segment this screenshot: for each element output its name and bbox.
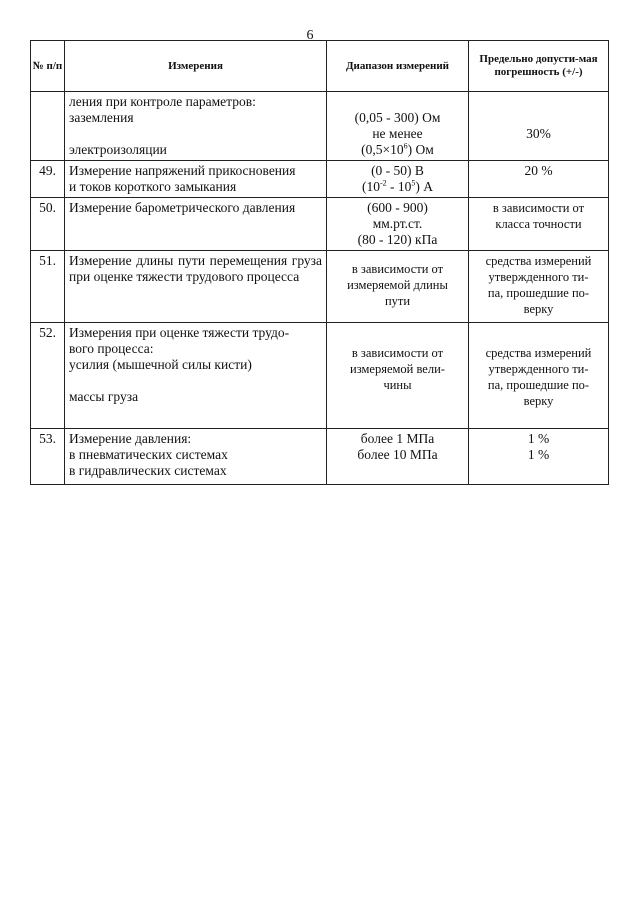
tolerance-line: верку — [523, 302, 554, 316]
tolerance-line: средства измерений — [485, 254, 592, 268]
table-row — [31, 198, 609, 251]
table-row — [31, 92, 609, 161]
range-line: чины — [383, 378, 412, 392]
header-measurement: Измерения — [65, 41, 327, 92]
measurement-line: вого процесса: — [69, 341, 154, 356]
table-row — [31, 161, 609, 198]
row-number: 51. — [31, 251, 65, 323]
tolerance-line: верку — [523, 394, 554, 408]
measurement-line: и токов короткого замыкания — [69, 179, 237, 194]
header-no: № п/п — [31, 41, 65, 92]
measurement-cell — [65, 92, 327, 161]
tolerance-line: класса точности — [495, 217, 582, 231]
range-line: пути — [384, 294, 411, 308]
row-number: 49. — [31, 161, 65, 198]
measurement-line: ления при контроле параметров: — [69, 94, 256, 109]
table-row — [31, 251, 609, 323]
range-exponent: 5 — [411, 178, 416, 188]
range-expr-end: ) — [407, 142, 413, 157]
table-header-row — [31, 41, 609, 92]
tolerance-cell — [469, 161, 609, 198]
range-line: мм.рт.ст. — [372, 216, 423, 231]
page-number: 6 — [306, 28, 314, 43]
range-unit: Ом — [415, 142, 434, 157]
tolerance-line: па, прошедшие по- — [487, 286, 590, 300]
measurement-line: в гидравлических системах — [69, 463, 227, 478]
range-line: не менее — [372, 126, 423, 141]
range-part: (10 — [361, 179, 380, 194]
range-line: измеряемой длины — [347, 278, 448, 292]
range-line: (0,05 - 300) Ом — [354, 110, 441, 125]
measurement-line: усилия (мышечной силы кисти) — [69, 357, 252, 372]
range-cell — [327, 161, 469, 198]
range-line: в зависимости от — [351, 262, 444, 276]
table-row — [31, 323, 609, 429]
measurement-line: Измерение напряжений прикосновения — [69, 163, 296, 178]
range-line: более 10 МПа — [357, 447, 438, 462]
range-exponent: 6 — [403, 141, 408, 151]
tolerance-line: па, прошедшие по- — [487, 378, 590, 392]
range-line — [331, 179, 464, 195]
row-number — [31, 92, 65, 161]
tolerance-line: в зависимости от — [492, 201, 585, 215]
measurement-cell: Измерение барометрического давления — [65, 198, 327, 251]
header-range: Диапазон измерений — [327, 41, 469, 92]
range-line: (80 - 120) кПа — [357, 232, 438, 247]
measurement-cell — [65, 323, 327, 429]
range-expr: (0,5×10 — [361, 142, 404, 157]
header-tolerance: Предельно допусти-мая погрешность (+/-) — [469, 41, 609, 92]
measurements-table — [30, 40, 609, 485]
measurement-line: в пневматических системах — [69, 447, 228, 462]
measurement-cell — [65, 161, 327, 198]
measurement-line: массы груза — [69, 389, 139, 404]
tolerance-cell — [469, 198, 609, 251]
range-line — [331, 142, 464, 158]
tolerance-cell — [469, 251, 609, 323]
measurement-line: Измерение давления: — [69, 431, 192, 446]
row-number: 52. — [31, 323, 65, 429]
tolerance-line: средства измерений — [485, 346, 592, 360]
tolerance-value: 20 % — [524, 163, 553, 178]
tolerance-cell — [469, 92, 609, 161]
measurement-cell: Измерение длины пути перемещения груза при оценке тяжести трудового процесса — [65, 251, 327, 323]
range-line: измеряемой вели- — [350, 362, 445, 376]
tolerance-cell — [469, 323, 609, 429]
range-cell — [327, 251, 469, 323]
range-line: (600 - 900) — [367, 200, 428, 215]
table-row — [31, 429, 609, 485]
row-number: 53. — [31, 429, 65, 485]
measurement-line: Измерения при оценке тяжести трудо- — [69, 325, 290, 340]
row-number: 50. — [31, 198, 65, 251]
range-exponent: -2 — [379, 178, 387, 188]
range-line: в зависимости от — [351, 346, 444, 360]
range-part: ) А — [415, 179, 434, 194]
tolerance-value: 30% — [526, 126, 551, 141]
range-part: - 10 — [386, 179, 412, 194]
measurement-line: электроизоляции — [69, 142, 167, 157]
range-cell — [327, 323, 469, 429]
measurement-cell — [65, 429, 327, 485]
tolerance-line: утвержденного ти- — [488, 270, 589, 284]
tolerance-line: утвержденного ти- — [488, 362, 589, 376]
range-cell — [327, 198, 469, 251]
tolerance-line: 1 % — [527, 447, 550, 462]
measurement-line: заземления — [69, 110, 134, 125]
range-cell — [327, 429, 469, 485]
range-line: более 1 МПа — [360, 431, 435, 446]
range-cell — [327, 92, 469, 161]
tolerance-line: 1 % — [527, 431, 550, 446]
range-line: (0 - 50) В — [371, 163, 424, 178]
tolerance-cell — [469, 429, 609, 485]
